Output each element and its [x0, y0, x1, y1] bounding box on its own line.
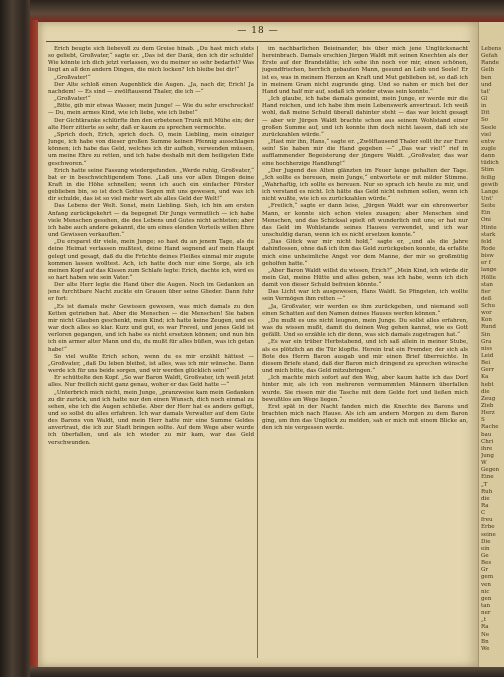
- edge-fragment: S: [481, 417, 485, 424]
- paragraph: „Sprich doch, Erich, sprich doch. O, mein Liebling, mein einziger Junge, ich habe von dieser großen Summe keinen Pfennig ausschlagen können; ich habe das Geld, welches ich dir aufhob, verwenden müssen, um meine Ehre zu retten, und ich habe deshalb mit dem heiligsten Eide geschworen.“: [48, 131, 254, 167]
- paragraph: „Es war ein trüber Herbstabend, und ich saß allein in meiner Stube, als es plötzlich an die Tür klopfte. Herein trat ein Fremder, der sich als Bote des Herrn Baron ausgab und mir einen Brief überreichte. In diesem Briefe stand, daß der Baron mich dringend zu sprechen wünsche und mich bitte, das Geld mitzubringen.“: [262, 339, 468, 375]
- edge-fragment: gen: [481, 595, 492, 602]
- paragraph: „Der Jugend des Alten glänzten im Feuer lange gehalten der Tage. „Ich sollte es bereuen, mein Junge,“ entwortete er mit milder Stimme. „Wahrhaftig, ich sollte es bereuen. Nur so sprach ich heute zu mir, und ich verstand es nicht. Ich hätte das Geld nicht nehmen sollen, wenn ich nicht wußte, wie ich es zurückzahlen würde.“: [262, 167, 468, 203]
- edge-fragment: Ge: [481, 552, 489, 559]
- paragraph: „Bitte, gib mir etwas Wasser, mein Junge! — Wie du sehr erschreckst! — Du, mein armes Kind, wie ich liebe, wie ich liebe!“: [48, 103, 254, 117]
- paragraph: „Du ersparst dir viele, mein Junge; so hast du an jenem Tage, als du deine Heimat verlassen mußtest, deine Hand segnend auf mein Haupt gelegt und gesagt, daß du die Früchte deines Fleißes einmal mir zugute kommen lassen wolltest. Ach, ich hatte doch nur eine Sorge, als ich meinen Kopf auf das Kissen zum Schlafe legte: Erich, dachte ich, wird es so hart haben wie sein Vater.“: [48, 239, 254, 281]
- binding-red-edge: [30, 20, 38, 677]
- edge-fragment: ven: [481, 581, 491, 588]
- edge-fragment: stark: [481, 231, 496, 238]
- edge-fragment: Kon: [481, 317, 492, 324]
- next-page-edge: [478, 22, 504, 677]
- edge-fragment: Oni: [481, 217, 491, 224]
- edge-fragment: Gl: [481, 95, 488, 102]
- page-number: — 18 —: [237, 26, 279, 36]
- paragraph: Erich beugte sich liebevoll zu dem Greise hinab. „Du hast mich stets so geliebt, Großvater,“ sagte er. „Das ist der Dank, den ich dir schulde! Wie könnte ich dich jetzt verlassen, wo du meiner so sehr bedarfst? Was liegt an all den andern Dingen, die mich locken? Ich bleibe bei dir!“: [48, 46, 254, 74]
- paragraph: „Hast mir ihn, Hans,“ sagte er. „Zwölftausend Thaler sollt ihr zur Eure sein! Sie haben mir die Hand gegeben —“ „Das war viel!“ rief in aufflammender Begeisterung der jüngere Waldt. „Großvater, das war eine hochherzige Handlung!“: [262, 139, 468, 167]
- edge-fragment: We: [481, 645, 490, 652]
- edge-fragment: Gefah: [481, 53, 498, 60]
- paragraph: Das Licht war ich ausgewesen, Hans Waldt. So Pfingsten, ich wollte sein Vermögen ihm retten —“: [262, 289, 468, 303]
- edge-fragment: Gr: [481, 567, 489, 574]
- edge-fragment: Lange: [481, 188, 499, 195]
- edge-fragment: deß: [481, 295, 492, 302]
- edge-fragment: seine: [481, 531, 496, 538]
- edge-fragment: Rund: [481, 324, 496, 331]
- edge-fragment: viel: [481, 131, 491, 138]
- edge-fragment: fier: [481, 288, 491, 295]
- edge-fragment: ner: [481, 610, 491, 617]
- book-binding-bottom: [30, 667, 504, 677]
- edge-fragment: Jung: [481, 453, 494, 460]
- edge-fragment: Gerr: [481, 367, 495, 374]
- edge-fragment: ein: [481, 545, 490, 552]
- edge-fragment: Herz: [481, 410, 495, 417]
- edge-fragment: ben: [481, 74, 492, 81]
- paragraph: Der Alte schloß einen Augenblick die Augen. „Ja, nach dir, Erich! Ja nachdem! — Es sind — zwölftausend Thaler, die ich —“: [48, 81, 254, 95]
- edge-fragment: Gegen: [481, 467, 500, 474]
- edge-fragment: Leid: [481, 353, 494, 360]
- paragraph: im nachbarlichen Beieinander, bis über mich jene Unglücksnacht hereinbrach. Damals erschien Jürgen Waldt mit seinen Knechten als der Erste auf der Brandstätte; ich sehe ihn noch vor mir, einen schönen, jugendfrischen, herrlich gebauten Mann, gesund an Leib und Seele! Er ist es, was in meinem Herzen an Kraft und Mut geblieben ist, so daß ich in meinem Gram nicht zugrunde ging. Und so nahm er mich bei der Hand und half mir auf, sodaß ich wieder etwas sein konnte.“: [262, 46, 468, 95]
- edge-fragment: Rode: [481, 245, 496, 252]
- edge-fragment: er f: [481, 260, 491, 267]
- edge-fragment: freu: [481, 517, 493, 524]
- edge-fragment: nic: [481, 588, 490, 595]
- paragraph: Der alte Herr legte die Hand über die Augen. Noch im Gedanken an jene furchtbare Nacht zuckte ein Grauen über seine Glieder. Dann fuhr er fort:: [48, 282, 254, 303]
- edge-fragment: Ra: [481, 624, 489, 631]
- edge-fragment: zugle: [481, 145, 497, 152]
- paragraph: „Unterbrich mich nicht, mein Junge, „pranzweise kam mein Gedanken zu dir zurück, und ich hatte nur den einen Wunsch, dich noch einmal zu sehen, ehe ich die Augen schließe. Aber der Herr hat es anders gefügt, und so sollst du alles erfahren. Ich war damals Verwalter auf dem Gute des Barons von Waldt, und mein Herr hatte mir eine Summe Geldes anvertraut, die ich zur Stadt bringen sollte. Auf dem Wege aber wurde ich überfallen, und als ich wieder zu mir kam, war das Geld verschwunden.: [48, 389, 254, 446]
- edge-fragment: wor: [481, 310, 492, 317]
- book-binding-left: [0, 0, 30, 677]
- edge-fragment: Sin: [481, 331, 491, 338]
- paragraph: „Du mußt es uns nicht leugnen, mein Junge. Du sollst alles erfahren, was du wissen mußt, damit du deinen Weg gehen kannst, wie es Gott gefällt. Und so erzähle ich dir denn, was sich damals zugetragen hat.“: [262, 317, 468, 339]
- edge-fragment: „t: [481, 617, 487, 624]
- paragraph: Er schüttelte den Kopf. „So war Baron Waldt, Großvater, ich weiß jetzt alles. Nur freilich nicht ganz genau, woher er das Geld hatte —“: [48, 375, 254, 389]
- edge-fragment: Ka: [481, 374, 489, 381]
- column-divider: [257, 46, 258, 658]
- edge-fragment: Gelb: [481, 67, 495, 74]
- edge-fragment: dann: [481, 153, 496, 160]
- paragraph: „Aber Baron Waldt willst du wissen, Erich?“ „Mein Kind, ich würde dir mein Gut, meine Hütte und alles geben, was ich habe, wenn ich dich damit von dieser Schuld befreien könnte.“: [262, 267, 468, 289]
- edge-fragment: Seite: [481, 203, 496, 210]
- text-column-right: [262, 46, 468, 660]
- edge-fragment: ihre: [481, 445, 493, 452]
- edge-fragment: Rande: [481, 60, 500, 67]
- paragraph: Erst spät in der Nacht fanden mich die Knechte des Barons und brachten mich nach Hause. Als ich am andern Morgen zu dem Baron ging, um ihm das Unglück zu melden, sah er mich mit einem Blicke an, den ich nie vergessen werde.: [262, 403, 468, 432]
- edge-fragment: entw: [481, 138, 495, 145]
- edge-fragment: W: [481, 460, 487, 467]
- edge-fragment: die: [481, 388, 490, 395]
- edge-fragment: bau: [481, 431, 492, 438]
- edge-fragment: C: [481, 510, 486, 517]
- edge-fragment: gem: [481, 574, 494, 581]
- edge-fragment: gewib: [481, 181, 498, 188]
- header-rule: [46, 41, 470, 42]
- edge-fragment: und: [481, 81, 492, 88]
- paragraph: „Ich glaube, ich habe damals gemeint, mein Junge, er werde mir die Hand reichen, und ich habe ihm mein Lebenswerk anvertraut. Ich weiß wohl, daß meine Schuld überall dahinter steht — das war leicht gesagt — aber wir Jürgen Waldt brachte schon aus seinem Wohlstand einer großen Summe auf, und ich konnte ihm doch nicht lassen, daß ich sie zurückzahlen würde.“: [262, 96, 468, 138]
- edge-fragment: in: [481, 103, 487, 110]
- edge-fragment: Stim: [481, 167, 495, 174]
- edge-fragment: Zieb: [481, 403, 494, 410]
- paragraph: „Das Glück war mir nicht hold,“ sagte er, „und als die Jahre dahinflossen, ohne daß ich ihm das Geld zurückgeben konnte, da erfaßte mich eine unheimliche Angst vor dem Manne, der mir so großmütig geholfen hatte.“: [262, 239, 468, 267]
- edge-fragment: hebt: [481, 381, 494, 388]
- edge-fragment: Die: [481, 538, 491, 545]
- paragraph: „Großvater!“: [54, 74, 91, 81]
- edge-fragment: Bei: [481, 360, 491, 367]
- next-page-text-fragments: [481, 46, 504, 666]
- edge-fragment: tan: [481, 602, 491, 609]
- edge-fragment: Gra: [481, 338, 492, 345]
- edge-fragment: Schu: [481, 303, 496, 310]
- edge-fragment: Hinte: [481, 224, 497, 231]
- edge-fragment: Seele: [481, 124, 497, 131]
- edge-fragment: feilig: [481, 174, 496, 181]
- edge-fragment: Eine: [481, 474, 494, 481]
- book-binding-top: [30, 0, 504, 22]
- edge-fragment: Unt': [481, 195, 494, 202]
- paragraph: So viel wußte Erich schon, wenn du es mir erzählt hättest — „Großvater, „daß Du leben bleibst, ist alles, was ich mir wünsche. Dann werde ich für uns beide sorgen, und wir werden glücklich sein!“: [48, 353, 254, 375]
- edge-fragment: Chri: [481, 438, 494, 445]
- paragraph: „Großvater!“: [54, 96, 91, 103]
- edge-fragment: tat': [481, 88, 491, 95]
- paragraph: Der Gichtkranke schlürfte ihm den erbetenen Trunk mit Mühe ein; der alte Herr zitterte so sehr, daß er kaum zu sprechen vermochte.: [48, 117, 254, 131]
- paragraph: „Ja, Großvater, wir werden es ihm zurückgeben, und niemand soll einen Schatten auf den Namen deines Hauses werfen können.“: [262, 303, 468, 317]
- edge-fragment: So: [481, 117, 489, 124]
- edge-fragment: Erbe: [481, 524, 495, 531]
- edge-fragment: „T: [481, 481, 488, 488]
- paragraph: Erich hatte seine Fassung wiedergefunden. „Werde ruhig, Großvater,“ bat er in beschwichtigendem Tone. „Laß uns vor allen Dingen deine Kraft in die Höhe schnellen; wenn ich auch ein einfacher Förster geblieben bin, so ist doch Gottes Segen mit uns gewesen, und was ich dir schulde, das ist so viel mehr wert als alles Geld der Welt!“: [48, 167, 254, 203]
- paragraph: „Es ist damals mehr Gewissen gewesen, was mich damals zu den Ketten getrieben hat. Aber die Menschen — die Menschen! Sie haben mir nicht Glauben geschenkt, mein Kind; ich hatte keine Zeugen, und es war doch alles so klar. Kurz und gut, es war Frevel, und jenes Geld ist verloren gegangen, und ich habe es nicht ersetzen können; und nun bin ich ein armer alter Mann und du, du mußt für alles büßen, was ich getan habe!“: [48, 303, 254, 353]
- edge-fragment: Hölle: [481, 274, 497, 281]
- paragraph: Das Lebens der Welt. Sonst, mein Liebling. Sieh, ich bin am ersten Anfang zurückgekehrt — da begegnet Dir Jungs vermutlich — ich habe viele Menschen gesehen, die des Lebens und Gutes nicht achteten; aber ich habe auch andere gekannt, die um eines elenden Vorteils willen Ehre und Gewissen verkauften.“: [48, 203, 254, 239]
- edge-fragment: feld: [481, 238, 492, 245]
- edge-fragment: tüdich: [481, 160, 499, 167]
- edge-fragment: Dit: [481, 110, 490, 117]
- edge-fragment: stan: [481, 281, 493, 288]
- edge-fragment: Ra: [481, 503, 489, 509]
- edge-fragment: Bn: [481, 638, 489, 645]
- text-column-left: [48, 46, 254, 660]
- paragraph: „Ich machte mich sofort auf den Weg, aber kaum hatte ich das Dorf hinter mir, als ich von mehreren vermummten Männern überfallen wurde. Sie rissen mir die Tasche mit dem Gelde fort und ließen mich bewußtlos am Wege liegen.“: [262, 375, 468, 403]
- edge-fragment: Zeug: [481, 395, 496, 402]
- edge-fragment: Ein: [481, 210, 491, 217]
- edge-fragment: die: [481, 495, 490, 502]
- edge-fragment: Ne: [481, 631, 490, 638]
- edge-fragment: Ruh: [481, 488, 493, 495]
- edge-fragment: Lebens: [481, 46, 502, 52]
- edge-fragment: Rache: [481, 424, 499, 431]
- book-page: [38, 22, 478, 667]
- edge-fragment: niss: [481, 345, 493, 352]
- paragraph: „Freilich,“ sagte er dann leise, „Jürgen Waldt war ein ehrenwerter Mann, er konnte sich schon vieles zusagen; aber Menschen sind Menschen, und das Schicksal spielt oft wunderlich mit uns; er hat nur das Geld im Wohlstande seines Hauses verwendet, und ich war unschuldig daran, wenn ich es nicht ersetzen konnte.“: [262, 203, 468, 239]
- edge-fragment: bisw: [481, 253, 494, 260]
- edge-fragment: Bes: [481, 560, 492, 567]
- edge-fragment: lange: [481, 267, 497, 274]
